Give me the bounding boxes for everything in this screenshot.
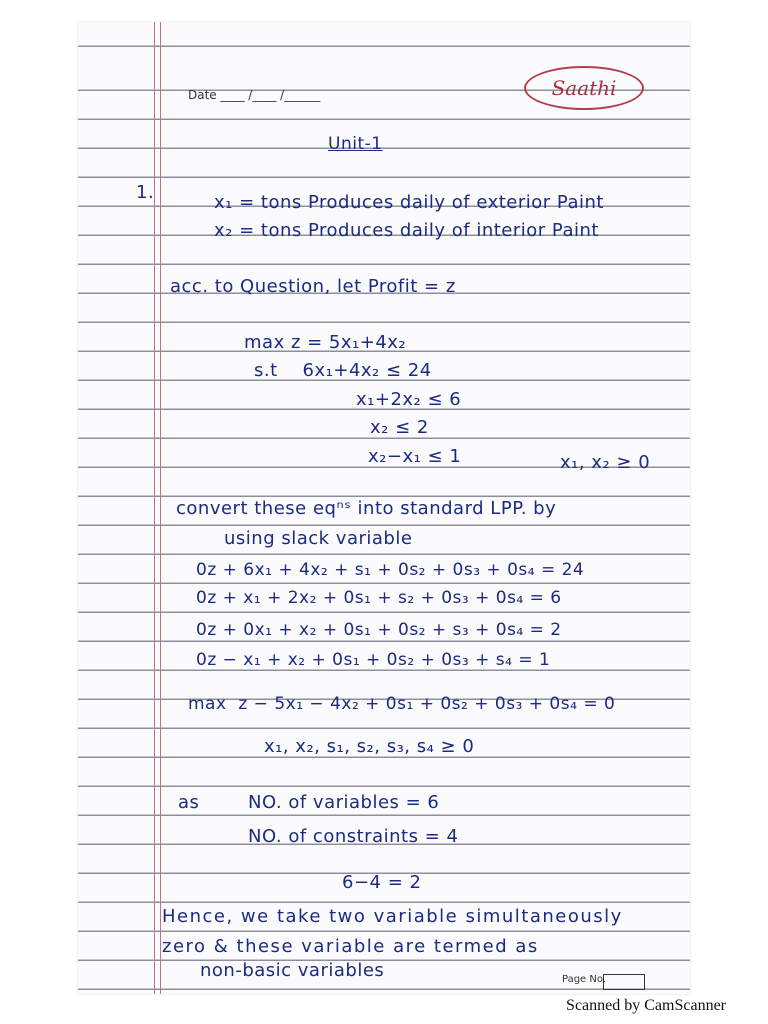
date-field: Date ____ /____ /______ bbox=[188, 88, 321, 102]
note-line: x₂−x₁ ≤ 1 bbox=[368, 446, 462, 467]
unit-heading: Unit-1 bbox=[328, 134, 383, 154]
note-line: 0z + 0x₁ + x₂ + 0s₁ + 0s₂ + s₃ + 0s₄ = 2 bbox=[196, 620, 562, 640]
note-line: max z − 5x₁ − 4x₂ + 0s₁ + 0s₂ + 0s₃ + 0s₄ = 0 bbox=[188, 694, 616, 714]
page-number-label: Page No. bbox=[562, 974, 606, 985]
note-line: s.t 6x₁+4x₂ ≤ 24 bbox=[254, 360, 432, 381]
note-line: 0z + x₁ + 2x₂ + 0s₁ + s₂ + 0s₃ + 0s₄ = 6 bbox=[196, 588, 562, 608]
note-line: x₁, x₂ ≥ 0 bbox=[560, 452, 651, 473]
note-line: using slack variable bbox=[224, 528, 413, 549]
note-line: convert these eqⁿˢ into standard LPP. by bbox=[176, 498, 557, 519]
note-line: acc. to Question, let Profit = z bbox=[170, 276, 456, 297]
note-line: x₂ = tons Produces daily of interior Paint bbox=[214, 220, 599, 241]
margin-line-right bbox=[160, 22, 161, 994]
note-line: Hence, we take two variable simultaneously bbox=[162, 906, 623, 927]
notebook-page bbox=[78, 22, 690, 994]
brand-logo: Saathi bbox=[524, 66, 644, 110]
note-line: max z = 5x₁+4x₂ bbox=[244, 332, 407, 353]
note-line: 0z − x₁ + x₂ + 0s₁ + 0s₂ + 0s₃ + s₄ = 1 bbox=[196, 650, 551, 670]
note-line: x₁, x₂, s₁, s₂, s₃, s₄ ≥ 0 bbox=[264, 736, 475, 757]
note-line: NO. of constraints = 4 bbox=[248, 826, 459, 847]
page-number-box bbox=[603, 974, 645, 990]
margin-line-left bbox=[154, 22, 155, 994]
note-line: 0z + 6x₁ + 4x₂ + s₁ + 0s₂ + 0s₃ + 0s₄ = 24 bbox=[196, 560, 585, 580]
scanner-watermark: Scanned by CamScanner bbox=[566, 997, 726, 1014]
question-number: 1. bbox=[136, 182, 155, 203]
note-line: zero & these variable are termed as bbox=[162, 936, 539, 957]
note-line: NO. of variables = 6 bbox=[248, 792, 440, 813]
note-line: x₂ ≤ 2 bbox=[370, 417, 429, 438]
note-line: 6−4 = 2 bbox=[342, 872, 422, 893]
note-line: x₁ = tons Produces daily of exterior Paint bbox=[214, 192, 604, 213]
note-line: as bbox=[178, 792, 200, 813]
note-line: non-basic variables bbox=[200, 960, 385, 981]
note-line: x₁+2x₂ ≤ 6 bbox=[356, 389, 462, 410]
